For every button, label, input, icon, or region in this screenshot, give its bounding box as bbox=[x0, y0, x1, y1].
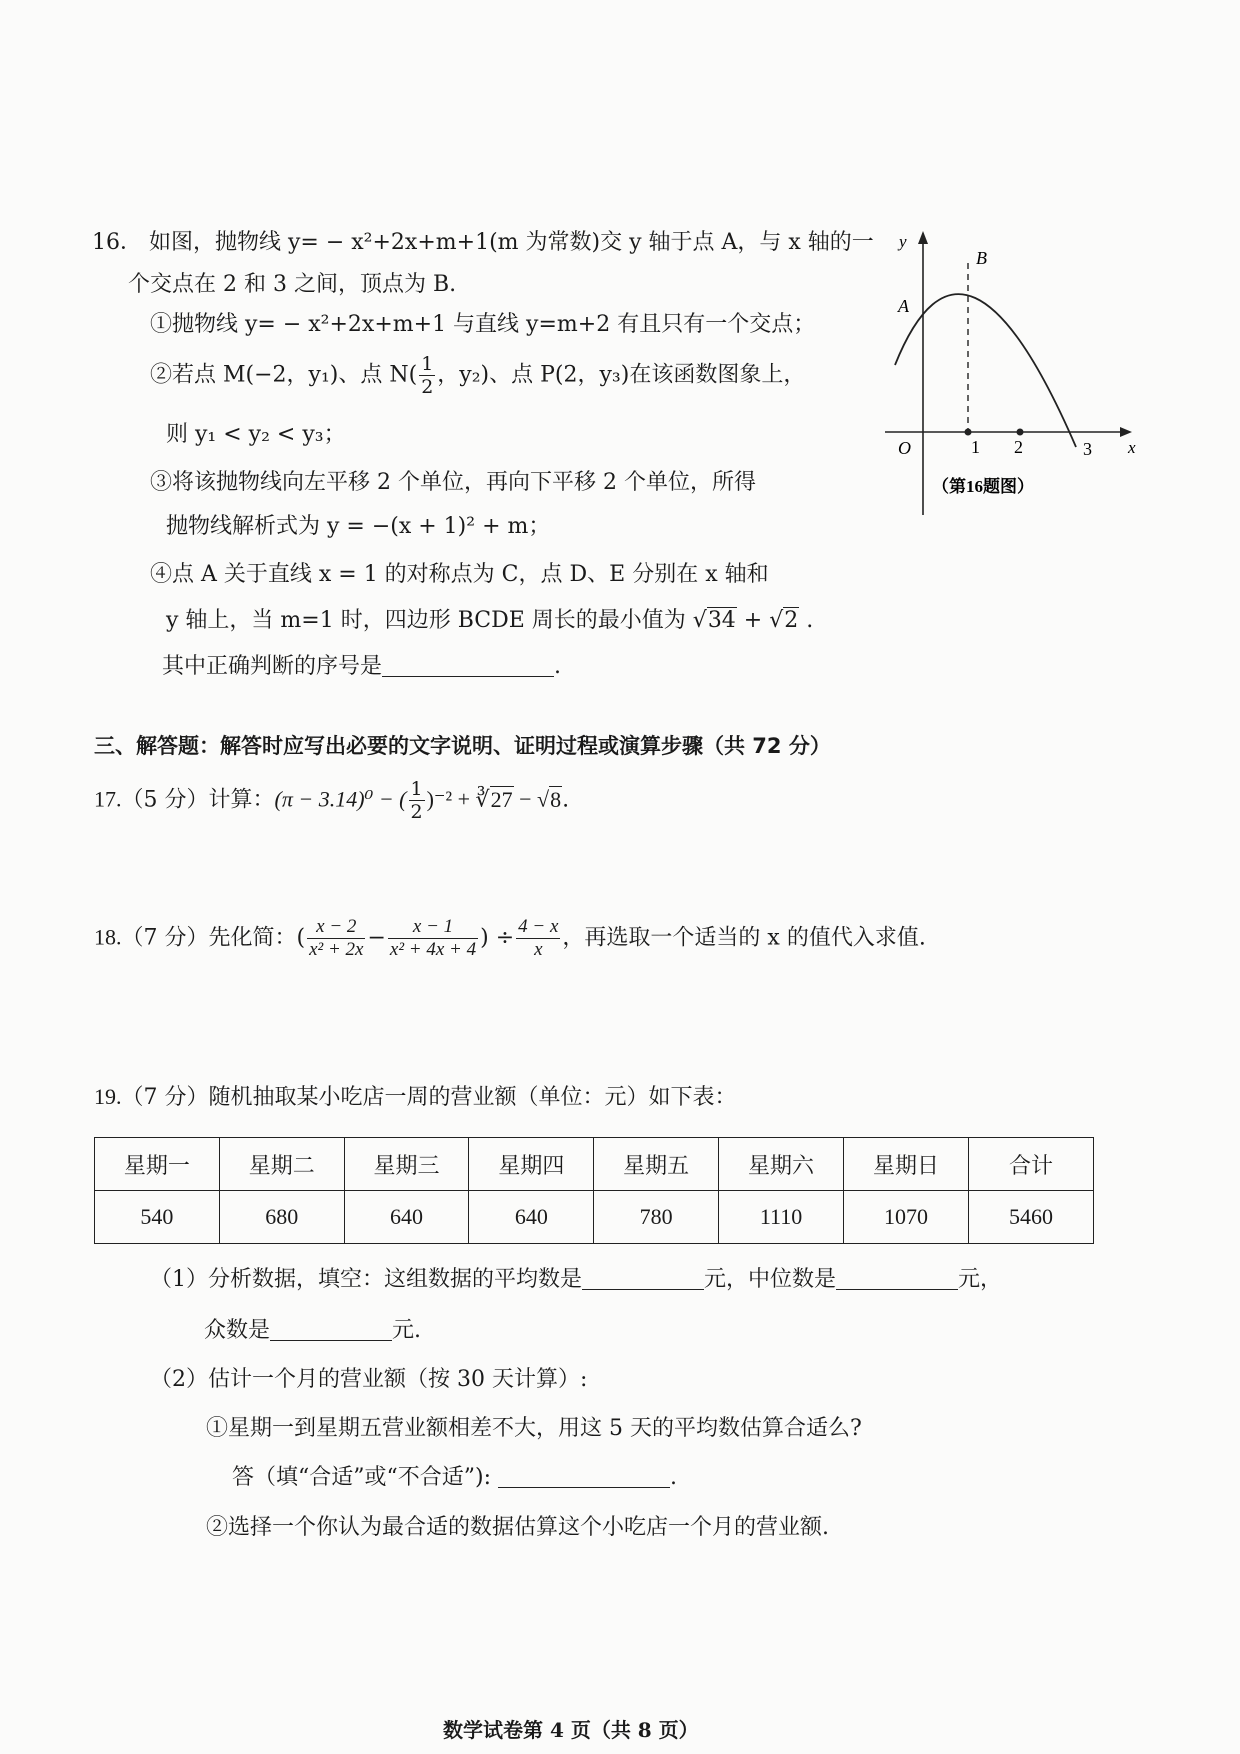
q17 bbox=[94, 778, 569, 823]
q16-statement-4-line1: ④点 A 关于直线 x = 1 的对称点为 C，点 D、E 分别在 x 轴和 bbox=[150, 562, 769, 587]
q18-instruction: （7 分）先化简： bbox=[121, 925, 297, 951]
radicand-27: 27 bbox=[490, 786, 513, 812]
table-row bbox=[95, 1191, 1094, 1244]
mode-answer-blank[interactable] bbox=[270, 1318, 392, 1341]
q18-fraction-3 bbox=[516, 916, 560, 961]
x-axis-arrow-icon bbox=[1120, 427, 1132, 437]
median-answer-blank[interactable] bbox=[836, 1267, 958, 1290]
q18 bbox=[94, 916, 926, 961]
q16-s2-suffix: ，y₂)、点 P(2，y₃)在该函数图象上， bbox=[437, 362, 806, 388]
tick-label-2: 2 bbox=[1014, 437, 1023, 457]
q17-expr-b: )⁻² + ∛ bbox=[426, 786, 490, 812]
q16-answer-end: . bbox=[554, 654, 562, 679]
table-header-cell: 星期五 bbox=[594, 1138, 719, 1191]
mean-answer-blank[interactable] bbox=[582, 1267, 704, 1290]
table-header-cell: 星期三 bbox=[344, 1138, 469, 1191]
q16-s2-prefix: ②若点 M(−2，y₁)、点 N( bbox=[150, 362, 418, 388]
q16-line1 bbox=[92, 228, 874, 258]
radicand-34: 34 bbox=[707, 608, 736, 633]
q18-minus: − bbox=[367, 925, 386, 951]
q18-close-divide: ) ÷ bbox=[480, 925, 515, 951]
q19-intro bbox=[94, 1082, 737, 1113]
q16-statement-3-line2: 抛物线解析式为 y = −(x + 1)² + m； bbox=[166, 514, 551, 539]
q19-number: 19. bbox=[94, 1084, 122, 1109]
q16-statement-1: ①抛物线 y= − x²+2x+m+1 与直线 y=m+2 有且只有一个交点； bbox=[150, 312, 816, 337]
q17-expr-a: (π − 3.14)⁰ − ( bbox=[274, 786, 407, 812]
table-header-row bbox=[95, 1138, 1094, 1191]
radicand-8: 8 bbox=[550, 786, 562, 812]
q17-end: . bbox=[562, 787, 570, 813]
table-cell: 5460 bbox=[968, 1191, 1093, 1244]
sales-table bbox=[94, 1137, 1094, 1244]
q18-number: 18. bbox=[94, 924, 122, 950]
q16-answer-line bbox=[162, 652, 561, 682]
q16-stem-line1: 如图，抛物线 y= − x²+2x+m+1(m 为常数)交 y 轴于点 A，与 x 轴的一 bbox=[149, 230, 874, 255]
fraction-numerator: 1 bbox=[410, 778, 423, 800]
fraction-denominator: x² + 2x bbox=[309, 939, 364, 960]
fraction-numerator: x − 2 bbox=[307, 916, 365, 939]
q17-expr-c: − √ bbox=[513, 786, 550, 812]
q16-statement-2 bbox=[150, 353, 805, 398]
q19-p2-1-prompt: 答（填“合适”或“不合适”): bbox=[232, 1465, 491, 1490]
q16-s4-text: y 轴上，当 m=1 时，四边形 BCDE 周长的最小值为 √ bbox=[166, 608, 707, 633]
table-header-cell: 星期日 bbox=[844, 1138, 969, 1191]
suitability-answer-blank[interactable] bbox=[498, 1465, 670, 1488]
label-y: y bbox=[899, 232, 907, 251]
q16-stem-line2: 个交点在 2 和 3 之间，顶点为 B. bbox=[128, 272, 457, 297]
q19-intro-text: （7 分）随机抽取某小吃店一周的营业额（单位：元）如下表： bbox=[121, 1085, 737, 1110]
tick-label-1: 1 bbox=[971, 437, 980, 457]
q19-part2-1-answer bbox=[232, 1463, 677, 1493]
fraction-denominator: x bbox=[534, 939, 543, 960]
q16-statement-3-line1: ③将该抛物线向左平移 2 个单位，再向下平移 2 个单位，所得 bbox=[150, 470, 756, 495]
fraction-denominator: 2 bbox=[410, 801, 423, 823]
radicand-2: 2 bbox=[784, 608, 799, 633]
fraction-numerator: x − 1 bbox=[388, 916, 478, 939]
table-cell: 540 bbox=[95, 1191, 220, 1244]
y-axis-arrow-icon bbox=[918, 231, 928, 244]
q16-number: 16． bbox=[92, 230, 142, 255]
figure-caption: （第16题图） bbox=[932, 477, 1034, 496]
label-point-a: A bbox=[898, 296, 909, 316]
q16-s4-end: . bbox=[799, 608, 814, 633]
q17-fraction bbox=[409, 778, 425, 823]
label-x: x bbox=[1128, 438, 1136, 457]
q16-statement-4-line2 bbox=[166, 606, 813, 636]
q16-statement-2-line2: 则 y₁ < y₂ < y₃； bbox=[166, 422, 346, 447]
parabola-curve bbox=[895, 294, 1076, 447]
fraction-one-half bbox=[419, 353, 435, 398]
label-point-b: B bbox=[976, 248, 987, 268]
q18-open-paren: ( bbox=[296, 925, 306, 951]
fraction-denominator: x² + 4x + 4 bbox=[389, 939, 477, 960]
q19-part2-2: ②选择一个你认为最合适的数据估算这个小吃店一个月的营业额. bbox=[206, 1515, 829, 1540]
table-cell: 680 bbox=[219, 1191, 344, 1244]
q19-p1-unit: 元， bbox=[958, 1267, 1003, 1292]
q18-tail: ，再选取一个适当的 x 的值代入求值. bbox=[562, 925, 926, 951]
fraction-numerator: 4 − x bbox=[518, 916, 559, 937]
q19-part2-1: ①星期一到星期五营业额相差不大，用这 5 天的平均数估算合适么? bbox=[206, 1416, 862, 1441]
q19-p1-mode-label: 众数是 bbox=[204, 1318, 271, 1343]
q16-answer-blank[interactable] bbox=[382, 654, 554, 677]
q19-p2-1-end: . bbox=[669, 1465, 677, 1490]
q19-p1-mean-label: （1）分析数据，填空：这组数据的平均数是 bbox=[150, 1267, 582, 1292]
point-x2 bbox=[1017, 429, 1024, 436]
fraction-numerator: 1 bbox=[421, 353, 434, 375]
table-header-cell: 星期四 bbox=[469, 1138, 594, 1191]
q16-answer-prompt: 其中正确判断的序号是 bbox=[162, 654, 383, 679]
q16-s4-plus: + √ bbox=[736, 608, 784, 633]
point-x1 bbox=[965, 429, 972, 436]
section-3-heading: 三、解答题：解答时应写出必要的文字说明、证明过程或演算步骤（共 72 分） bbox=[94, 734, 831, 758]
page-footer: 数学试卷第 4 页（共 8 页） bbox=[443, 1718, 699, 1742]
label-origin: O bbox=[898, 438, 911, 458]
q19-part1-line1 bbox=[150, 1265, 1002, 1295]
q18-fraction-1 bbox=[307, 916, 365, 961]
table-header-cell: 星期二 bbox=[219, 1138, 344, 1191]
table-cell: 780 bbox=[594, 1191, 719, 1244]
q19-part2: （2）估计一个月的营业额（按 30 天计算）: bbox=[150, 1367, 588, 1392]
table-cell: 640 bbox=[344, 1191, 469, 1244]
table-cell: 640 bbox=[469, 1191, 594, 1244]
q18-fraction-2 bbox=[388, 916, 478, 961]
tick-label-3: 3 bbox=[1083, 439, 1092, 459]
table-header-cell: 合计 bbox=[968, 1138, 1093, 1191]
table-cell: 1110 bbox=[719, 1191, 844, 1244]
q19-part1-line2 bbox=[204, 1316, 421, 1346]
fraction-denominator: 2 bbox=[421, 376, 434, 398]
q19-p1-mode-unit: 元. bbox=[392, 1318, 422, 1343]
q17-number: 17. bbox=[94, 786, 122, 812]
q16-parabola-figure bbox=[880, 225, 1140, 520]
q19-p1-median-label: 元，中位数是 bbox=[704, 1267, 837, 1292]
table-cell: 1070 bbox=[844, 1191, 969, 1244]
q17-instruction: （5 分）计算： bbox=[121, 787, 275, 813]
table-header-cell: 星期一 bbox=[95, 1138, 220, 1191]
table-header-cell: 星期六 bbox=[719, 1138, 844, 1191]
